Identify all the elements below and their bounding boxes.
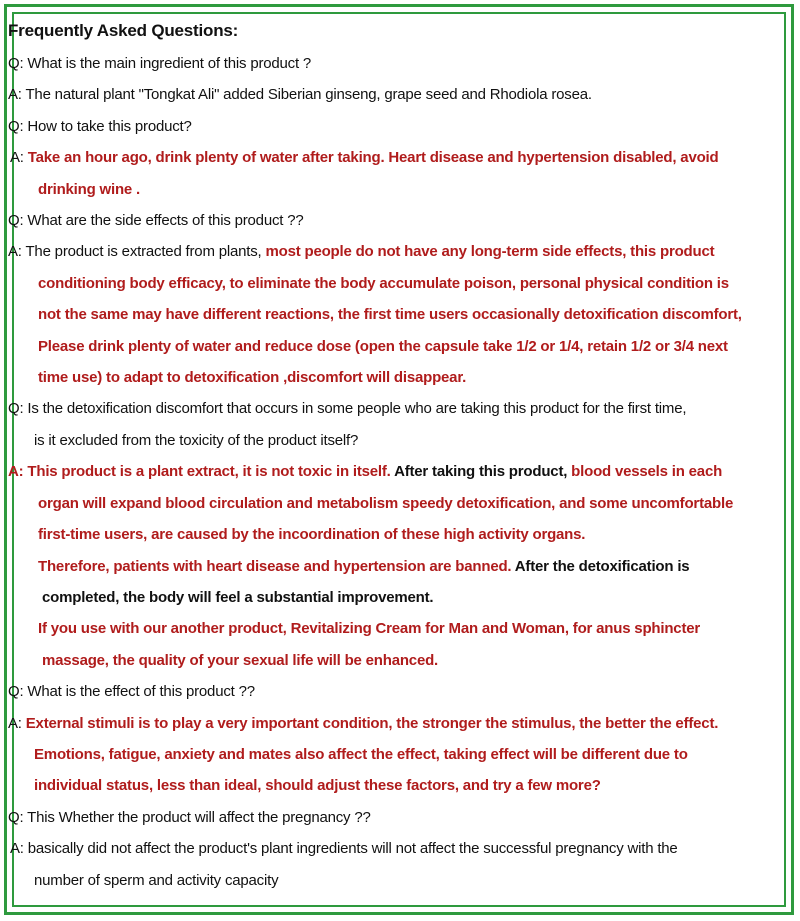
answer-2-line-1 — [8, 142, 778, 173]
answer-1: A: The natural plant "Tongkat Ali" added Siberian ginseng, grape seed and Rhodiola rosea. — [8, 86, 592, 104]
answer-4-text-1b: After taking this product, — [390, 463, 568, 481]
answer-5-text-1: External stimuli is to play a very important condition, the stronger the stimulus, the better the effect. — [25, 714, 719, 732]
answer-3-text-1: most people do not have any long-term side effects, this product — [265, 243, 715, 261]
answer-5-prefix: A: — [8, 714, 26, 732]
answer-3-line-4: Please drink plenty of water and reduce dose (open the capsule take 1/2 or 1/4, retain 1/2 or 3/4 next — [38, 337, 728, 355]
question-4-line-2: is it excluded from the toxicity of the product itself? — [34, 431, 359, 449]
faq-content — [8, 14, 778, 896]
question-3: Q: What are the side effects of this product ?? — [8, 212, 304, 230]
question-1: Q: What is the main ingredient of this product ? — [8, 55, 312, 72]
faq-title: Frequently Asked Questions: — [8, 21, 239, 40]
answer-3-prefix: A: The product is extracted from plants, — [8, 243, 266, 261]
answer-3-line-3: not the same may have different reactions, the first time users occasionally detoxification discomfort, — [38, 306, 742, 324]
answer-2-prefix: A: — [10, 149, 28, 167]
answer-4-line-1 — [8, 456, 778, 487]
answer-3-line-5: time use) to adapt to detoxification ,discomfort will disappear. — [38, 369, 467, 387]
answer-4-line-2: organ will expand blood circulation and metabolism speedy detoxification, and some uncomfortable — [38, 494, 734, 512]
question-4-line-1: Q: Is the detoxification discomfort that occurs in some people who are taking this product for the first time, — [8, 400, 687, 418]
question-2: Q: How to take this product? — [8, 117, 192, 135]
answer-4-line-7: massage, the quality of your sexual life will be enhanced. — [42, 651, 439, 669]
question-6: Q: This Whether the product will affect the pregnancy ?? — [8, 808, 371, 826]
answer-4-text-4a: Therefore, patients with heart disease and hypertension are banned. — [38, 557, 512, 575]
answer-4-text-1a: A: This product is a plant extract, it is not toxic in itself. — [8, 463, 391, 481]
answer-4-line-4 — [8, 551, 778, 582]
answer-6-line-1: A: basically did not affect the product's plant ingredients will not affect the successful pregnancy with the — [10, 840, 678, 858]
answer-3-line-2: conditioning body efficacy, to eliminate the body accumulate poison, personal physical condition is — [38, 274, 729, 292]
answer-5-line-2: Emotions, fatigue, anxiety and mates also affect the effect, taking effect will be different due to — [34, 745, 688, 763]
question-5: Q: What is the effect of this product ?? — [8, 683, 255, 701]
answer-4-line-6: If you use with our another product, Revitalizing Cream for Man and Woman, for anus sphincter — [38, 620, 701, 638]
answer-4-text-1c: blood vessels in each — [567, 463, 723, 481]
answer-5-line-1 — [8, 708, 778, 739]
answer-2-text-1: Take an hour ago, drink plenty of water after taking. Heart disease and hypertension disabled, avoid — [27, 149, 719, 167]
answer-6-line-2: number of sperm and activity capacity — [34, 871, 279, 889]
answer-4-text-4b: After the detoxification is — [511, 557, 690, 575]
answer-3-line-1 — [8, 236, 778, 267]
answer-4-line-5: completed, the body will feel a substantial improvement. — [42, 588, 434, 606]
answer-2-line-2: drinking wine . — [38, 180, 141, 198]
answer-4-line-3: first-time users, are caused by the incoordination of these high activity organs. — [38, 526, 586, 544]
answer-5-line-3: individual status, less than ideal, should adjust these factors, and try a few more? — [34, 777, 601, 795]
